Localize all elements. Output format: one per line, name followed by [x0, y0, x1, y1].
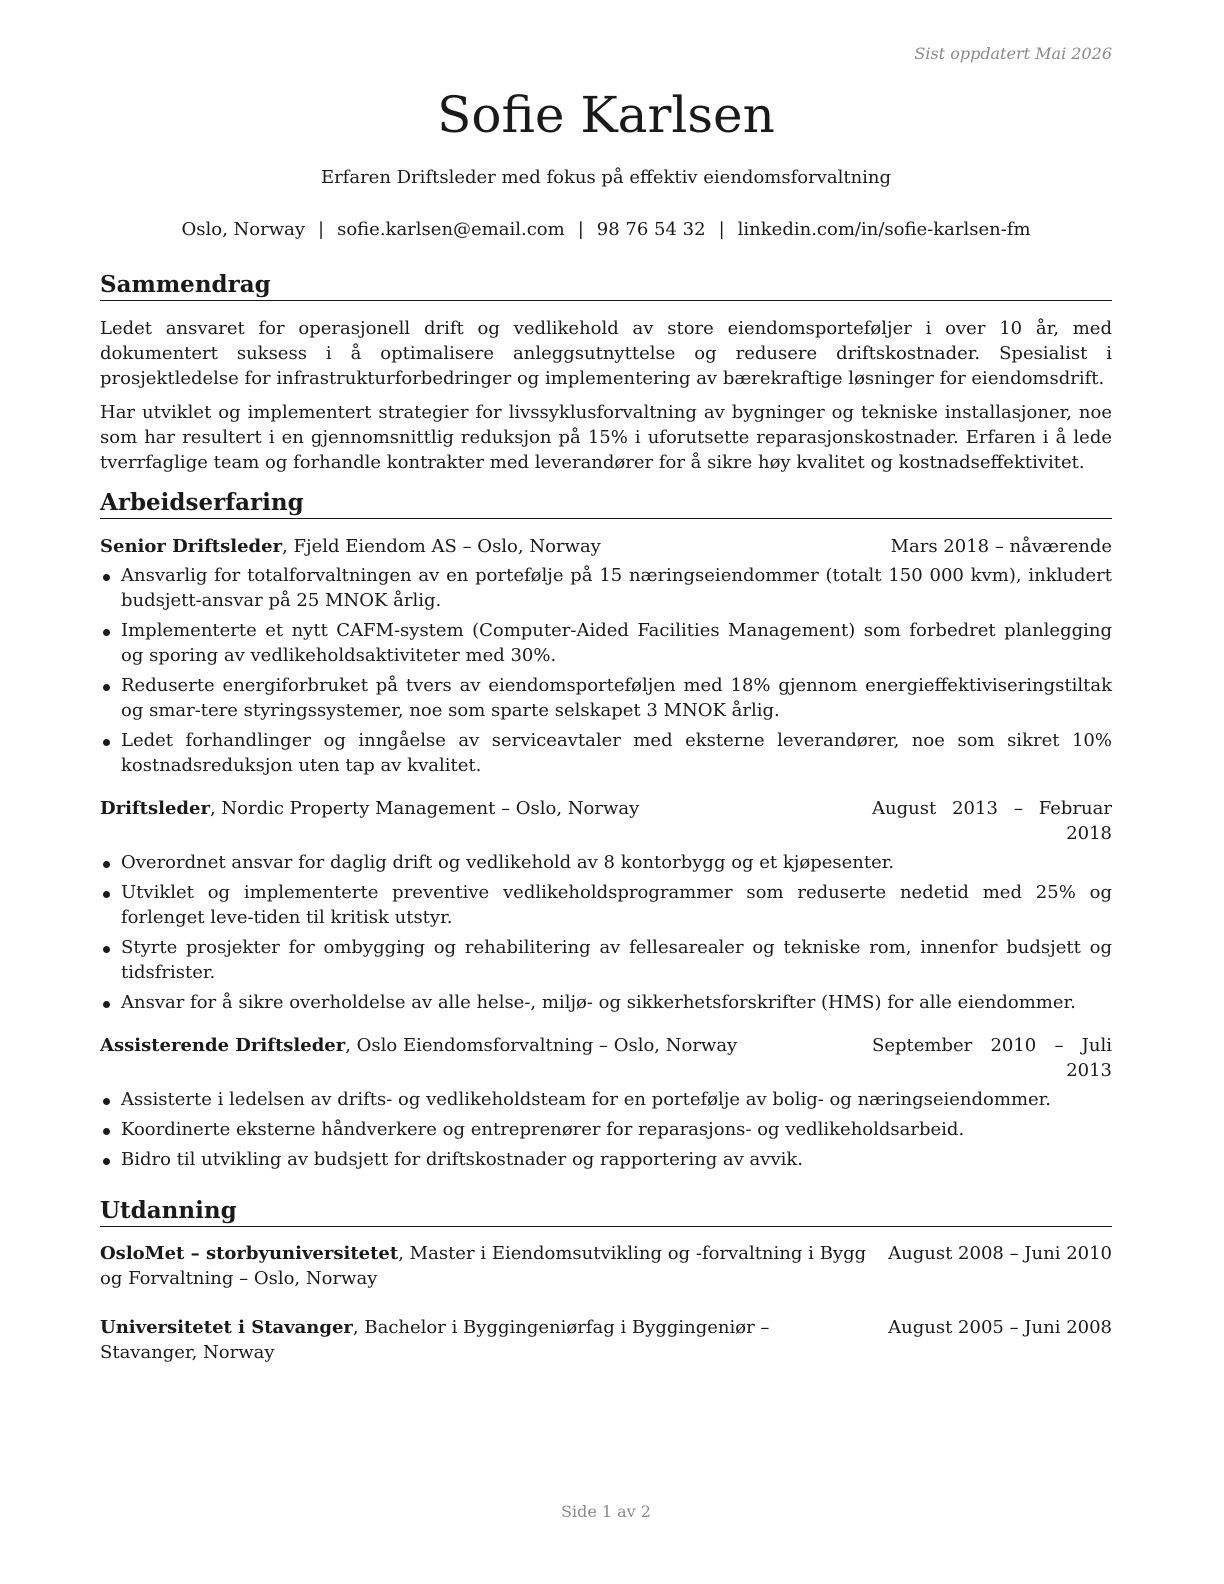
list-item [100, 1147, 1112, 1172]
bullet-icon [103, 891, 110, 898]
section-heading-summary: Sammendrag [100, 271, 1112, 301]
job-entry [100, 1033, 1112, 1172]
experience-section [100, 489, 1112, 1177]
education-section [100, 1197, 1112, 1365]
summary-paragraph: Ledet ansvaret for operasjonell drift og vedlikehold av store eiendomsporteføljer i over 10 år, med dokumentert suksess i å optimalisere anleggsutnyttelse og redusere driftskostnader. Spesialist i prosjektledelse for infrastrukturforbedringer og implementering av bærekraftige løsninger for eiendomsdrift. [100, 318, 1112, 389]
list-item [100, 563, 1112, 613]
job-title: Assisterende Driftsleder [100, 1035, 346, 1056]
bullet-text: Assisterte i ledelsen av drifts- og vedlikeholdsteam for en portefølje av bolig- og næringseiendommer. [121, 1089, 1052, 1110]
bullet-text: Ansvar for å sikre overholdelse av alle helse-, miljø- og sikkerhetsforskrifter (HMS) for alle eiendommer. [121, 992, 1076, 1013]
page-number: Side 1 av 2 [561, 1502, 651, 1521]
contact-line [100, 219, 1112, 240]
contact-email[interactable]: sofie.karlsen@email.com [337, 219, 565, 240]
bullet-text: Utviklet og implementerte preventive vedlikeholdsprogrammer som reduserte nedetid med 25% og forlenget leve-tiden til kritisk utstyr. [121, 882, 1112, 928]
list-item [100, 990, 1112, 1015]
bullet-text: Bidro til utvikling av budsjett for driftskostnader og rapportering av avvik. [121, 1149, 804, 1170]
job-employer: , Fjeld Eiendom AS – Oslo, Norway [282, 536, 601, 557]
job-employer: , Nordic Property Management – Oslo, Norway [209, 798, 640, 819]
job-bullets [100, 563, 1112, 778]
bullet-icon [103, 1001, 110, 1008]
list-item [100, 850, 1112, 875]
education-entry [100, 1241, 1112, 1291]
bullet-icon [103, 1128, 110, 1135]
education-detail: , Master i Eiendomsutvikling og -forvaltning i Bygg og Forvaltning – Oslo, Norway [100, 1243, 867, 1289]
bullet-text: Overordnet ansvar for daglig drift og vedlikehold av 8 kontorbygg og et kjøpesenter. [121, 852, 895, 873]
tagline: Erfaren Driftsleder med fokus på effektiv eiendomsforvaltning [320, 167, 892, 188]
job-header [100, 1033, 1112, 1083]
list-item [100, 880, 1112, 930]
job-title: Driftsleder [100, 798, 210, 819]
job-employer: , Oslo Eiendomsforvaltning – Oslo, Norway [345, 1035, 738, 1056]
job-entry [100, 796, 1112, 1015]
bullet-icon [103, 1158, 110, 1165]
contact-separator: | [318, 219, 325, 240]
education-school: Universitetet i Stavanger [100, 1317, 353, 1338]
last-updated: Sist oppdatert Mai 2026 [914, 44, 1112, 63]
summary-paragraph: Har utviklet og implementert strategier for livssyklusforvaltning av bygninger og tekniske installasjoner, noe som har resultert i en gjennomsnittlig reduksjon på 15% i uforutsette reparasjonskostnader. Erfaren i å lede tverrfaglige team og forhandle kontrakter med leverandører for å sikre høy kvalitet og kostnadseffektivitet. [100, 402, 1112, 473]
job-dates: September 2010 – Juli 2013 [872, 1035, 1112, 1081]
contact-separator: | [577, 219, 584, 240]
education-school: OsloMet – storbyuniversitetet [100, 1243, 399, 1264]
contact-location: Oslo, Norway [181, 219, 306, 240]
summary-section [100, 271, 1112, 475]
bullet-text: Ansvarlig for totalforvaltningen av en portefølje på 15 næringseiendommer (totalt 150 000 kvm), inkludert budsjett-ansvar på 25 MNOK årlig. [121, 565, 1112, 611]
list-item [100, 618, 1112, 668]
candidate-name: Sofie Karlsen [437, 86, 775, 144]
job-title-line [100, 796, 639, 846]
bullet-icon [103, 574, 110, 581]
list-item [100, 728, 1112, 778]
contact-phone: 98 76 54 32 [596, 219, 706, 240]
contact-linkedin[interactable]: linkedin.com/in/sofie-karlsen-fm [737, 219, 1031, 240]
bullet-icon [103, 739, 110, 746]
bullet-icon [103, 1098, 110, 1105]
bullet-icon [103, 861, 110, 868]
job-title-line [100, 1033, 737, 1083]
job-dates: August 2013 – Februar 2018 [872, 798, 1112, 844]
job-title: Senior Driftsleder [100, 536, 283, 557]
bullet-text: Implementerte et nytt CAFM-system (Computer-Aided Facilities Management) som forbedret planlegging og sporing av vedlikeholdsaktiviteter med 30%. [121, 620, 1112, 666]
education-title-line [100, 1315, 866, 1365]
list-item [100, 1087, 1112, 1112]
section-heading-experience: Arbeidserfaring [100, 489, 1112, 519]
job-dates: Mars 2018 – nåværende [890, 536, 1112, 557]
job-entry [100, 534, 1112, 778]
education-dates: August 2005 – Juni 2008 [888, 1317, 1112, 1338]
job-header [100, 534, 1112, 559]
education-dates: August 2008 – Juni 2010 [888, 1243, 1112, 1264]
contact-separator: | [718, 219, 725, 240]
bullet-icon [103, 684, 110, 691]
job-title-line [100, 534, 601, 559]
job-bullets [100, 1087, 1112, 1172]
list-item [100, 673, 1112, 723]
job-bullets [100, 850, 1112, 1015]
education-detail: , Bachelor i Byggingeniørfag i Byggingeniør – Stavanger, Norway [100, 1317, 770, 1363]
list-item [100, 935, 1112, 985]
bullet-icon [103, 946, 110, 953]
bullet-text: Ledet forhandlinger og inngåelse av serviceavtaler med eksterne leverandører, noe som sikret 10% kostnadsreduksjon uten tap av kvalitet. [121, 730, 1112, 776]
job-header [100, 796, 1112, 846]
bullet-icon [103, 629, 110, 636]
list-item [100, 1117, 1112, 1142]
bullet-text: Koordinerte eksterne håndverkere og entreprenører for reparasjons- og vedlikeholdsarbeid. [121, 1119, 965, 1140]
education-entry [100, 1315, 1112, 1365]
bullet-text: Reduserte energiforbruket på tvers av eiendomsporteføljen med 18% gjennom energieffektiviseringstiltak og smar-tere styringssystemer, noe som sparte selskapet 3 MNOK årlig. [121, 675, 1112, 721]
bullet-text: Styrte prosjekter for ombygging og rehabilitering av fellesarealer og tekniske rom, innenfor budsjett og tidsfrister. [121, 937, 1112, 983]
education-title-line [100, 1241, 866, 1291]
section-heading-education: Utdanning [100, 1197, 1112, 1227]
resume-page [100, 0, 1112, 1584]
